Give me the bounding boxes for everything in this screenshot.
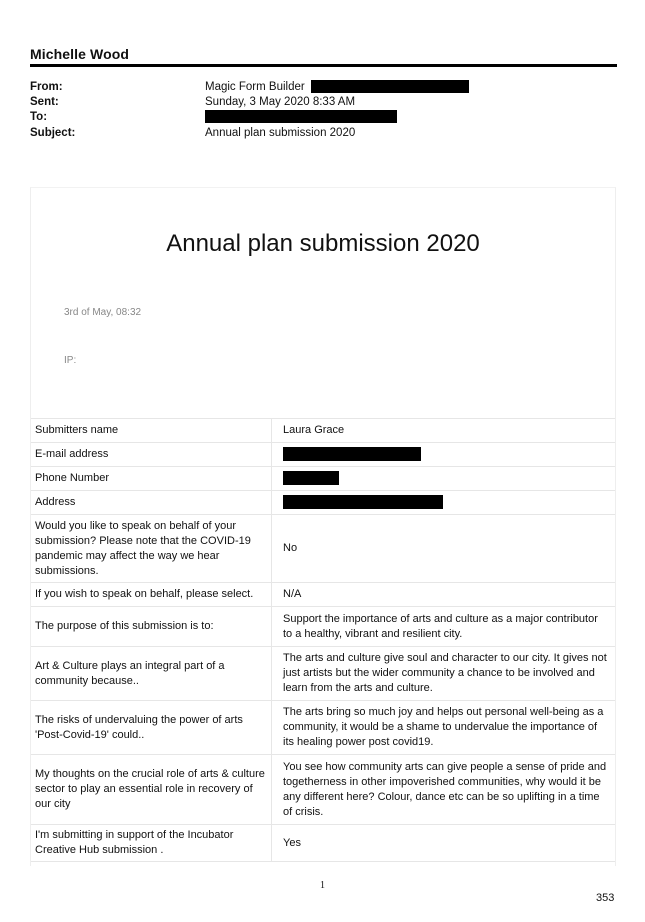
document-number: 353	[596, 892, 615, 904]
header-divider	[30, 64, 617, 67]
field-answer: The arts bring so much joy and helps out personal well-being as a community, it would be a shame to undervalue the importance of its healing power post covid19.	[273, 701, 615, 755]
field-question: Art & Culture plays an integral part of a community because..	[31, 647, 272, 701]
field-answer: Yes	[273, 825, 615, 862]
page-number: 1	[320, 880, 325, 891]
field-question: My thoughts on the crucial role of arts & culture sector to play an essential role in recovery of our city	[31, 755, 272, 825]
table-row	[31, 583, 615, 607]
table-row	[31, 491, 615, 515]
field-answer	[273, 491, 615, 515]
redacted-value-block	[283, 447, 421, 461]
field-question: Submitters name	[31, 419, 272, 443]
submission-fields-table	[31, 418, 615, 862]
field-question: The risks of undervaluing the power of arts 'Post-Covid-19' could..	[31, 701, 272, 755]
table-row	[31, 467, 615, 491]
field-answer: Support the importance of arts and culture as a major contributor to a healthy, vibrant and resilient city.	[273, 607, 615, 647]
field-question: The purpose of this submission is to:	[31, 607, 272, 647]
field-answer	[273, 443, 615, 467]
sent-value: Sunday, 3 May 2020 8:33 AM	[205, 96, 356, 108]
from-value-wrap	[205, 80, 469, 95]
field-answer	[273, 467, 615, 491]
sender-name: Michelle Wood	[30, 46, 130, 62]
table-row	[31, 647, 615, 701]
field-question: Address	[31, 491, 272, 515]
subject-label: Subject:	[30, 127, 76, 139]
table-row	[31, 515, 615, 583]
subject-value: Annual plan submission 2020	[205, 127, 356, 139]
form-card	[30, 187, 616, 866]
field-answer: No	[273, 515, 615, 583]
table-row	[31, 607, 615, 647]
field-question: If you wish to speak on behalf, please select.	[31, 583, 272, 607]
redacted-recipient-block	[205, 110, 397, 123]
field-question: Would you like to speak on behalf of your submission? Please note that the COVID-19 pandemic may affect the way we hear submissions.	[31, 515, 272, 583]
field-answer: You see how community arts can give people a sense of pride and togetherness in other impoverished communities, why would it be any different here? Colour, dance etc can be so uplifting in a time of crisis.	[273, 755, 615, 825]
field-answer: N/A	[273, 583, 615, 607]
from-value: Magic Form Builder	[205, 81, 305, 93]
table-row	[31, 755, 615, 825]
sent-label: Sent:	[30, 96, 59, 108]
field-answer: Laura Grace	[273, 419, 615, 443]
redacted-value-block	[283, 471, 339, 485]
field-question: I'm submitting in support of the Incubator Creative Hub submission .	[31, 825, 272, 862]
to-value	[205, 110, 397, 125]
form-ip-label: IP:	[64, 355, 77, 366]
field-question: Phone Number	[31, 467, 272, 491]
to-label: To:	[30, 111, 48, 123]
field-question: E-mail address	[31, 443, 272, 467]
redacted-value-block	[283, 495, 443, 509]
from-label: From:	[30, 81, 63, 93]
form-date: 3rd of May, 08:32	[64, 307, 142, 318]
table-row	[31, 443, 615, 467]
field-answer: The arts and culture give soul and character to our city. It gives not just artists but the wider community a chance to be involved and learn from the arts and culture.	[273, 647, 615, 701]
table-row	[31, 701, 615, 755]
table-row	[31, 419, 615, 443]
redacted-email-block	[311, 80, 469, 93]
form-title: Annual plan submission 2020	[166, 230, 480, 257]
table-row	[31, 825, 615, 862]
